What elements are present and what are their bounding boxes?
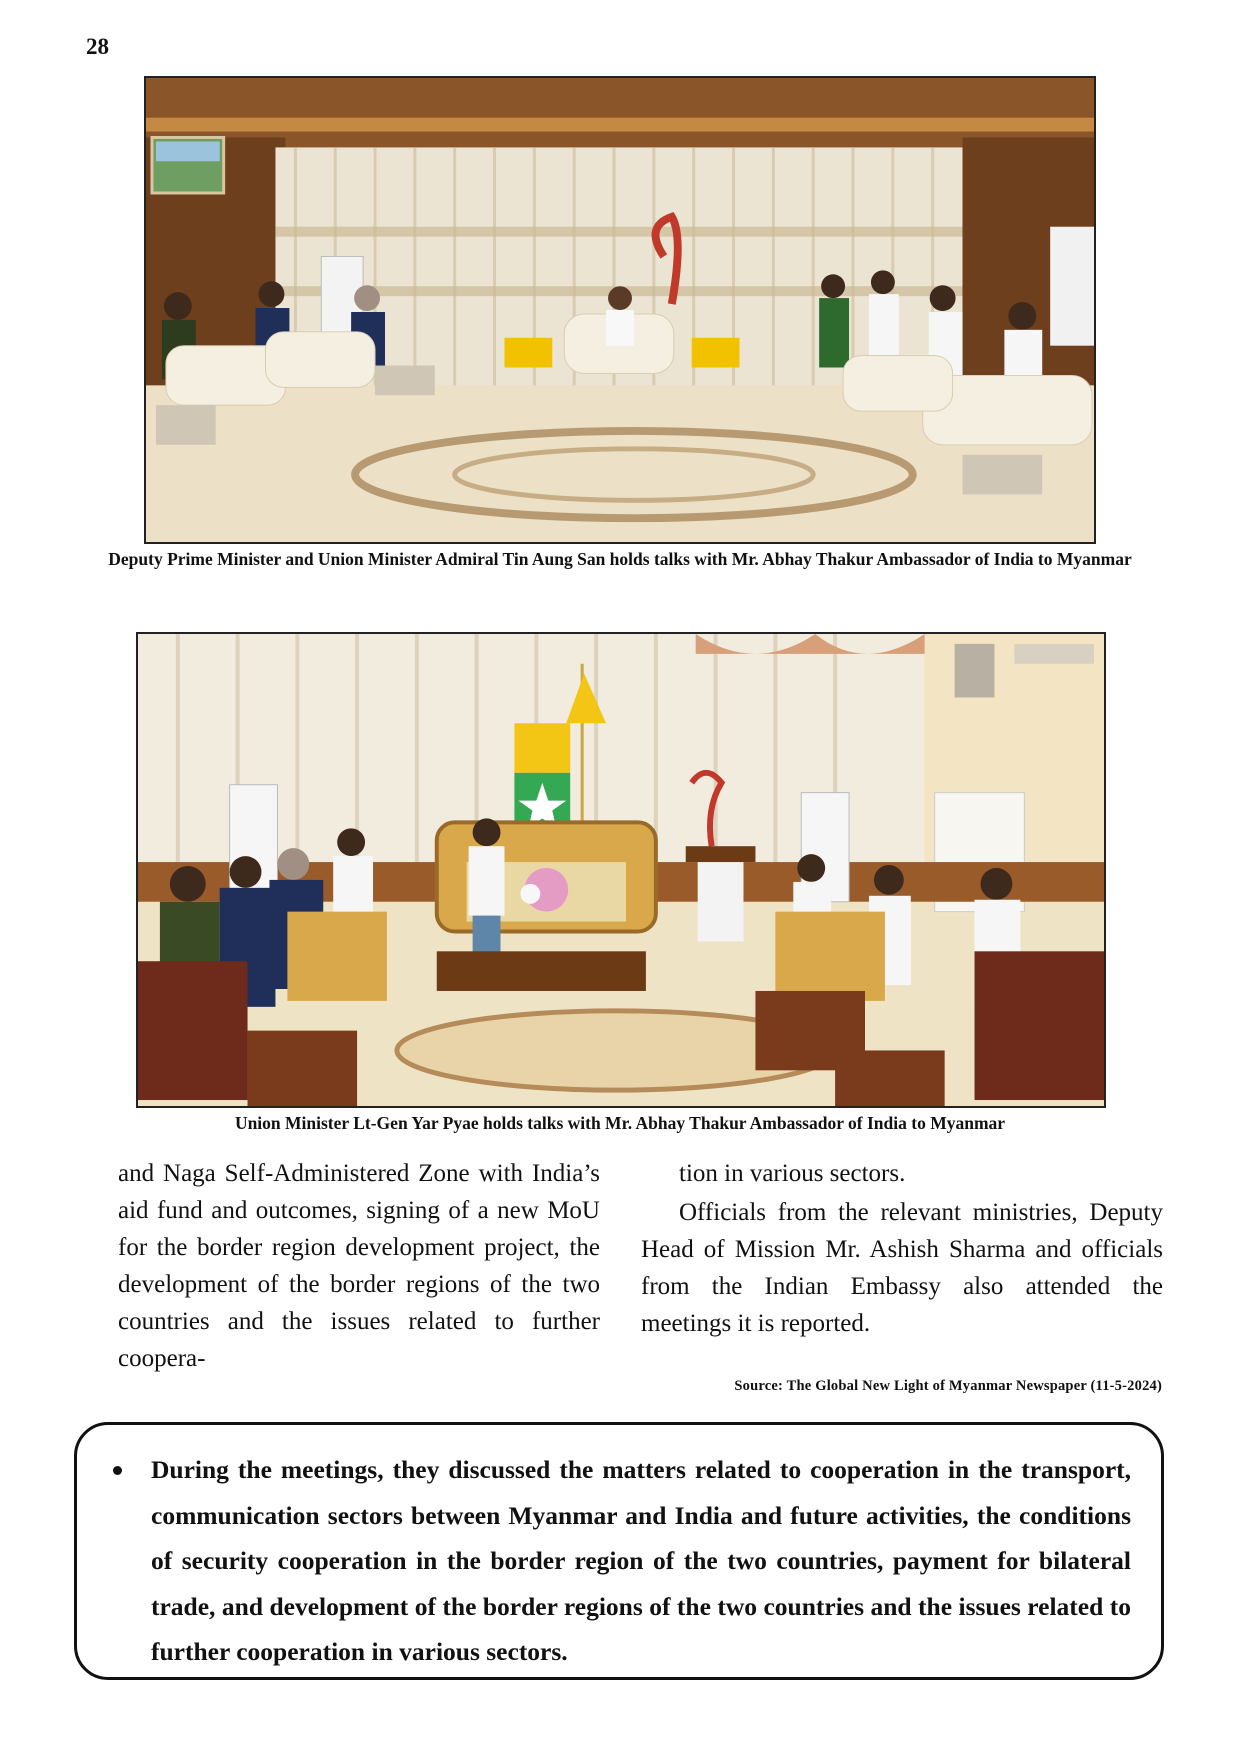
left-column-text: and Naga Self-Administered Zone with India’s aid fund and outcomes, signing of a new MoU for the border region development project, the development of the border regions of the two countries and the issues related to further coopera- — [118, 1160, 600, 1372]
highlight-bullet-text: During the meetings, they discussed the matters related to cooperation in the transport, communication sectors between Myanmar and India and future activities, the conditions of security cooperation in the border region of the two countries, payment for bilateral trade, and development of the border regions of the two countries and the issues related to further cooperation in various sectors. — [151, 1455, 1131, 1666]
article-right-column — [641, 1155, 1163, 1342]
photo-2-caption: Union Minister Lt-Gen Yar Pyae holds talks with Mr. Abhay Thakur Ambassador of India to Myanmar — [234, 1113, 1006, 1133]
page-number: 28 — [86, 34, 109, 59]
photo-1-caption: Deputy Prime Minister and Union Minister Admiral Tin Aung San holds talks with Mr. Abhay Thakur Ambassador of India to Myanmar — [108, 549, 1132, 569]
highlight-bullet — [135, 1447, 1131, 1675]
highlight-box — [74, 1422, 1164, 1680]
bullet-dot-icon — [113, 1466, 122, 1475]
meeting-photo-2 — [136, 632, 1106, 1108]
article-left-column — [118, 1155, 600, 1377]
meeting-photo-1 — [144, 76, 1096, 544]
article-source: Source: The Global New Light of Myanmar Newspaper (11-5-2024) — [734, 1378, 1162, 1394]
right-column-continuation: tion in various sectors. — [679, 1160, 906, 1187]
right-column-paragraph: Officials from the relevant ministries, Deputy Head of Mission Mr. Ashish Sharma and officials from the Indian Embassy also attended the meetings it is reported. — [641, 1199, 1163, 1337]
